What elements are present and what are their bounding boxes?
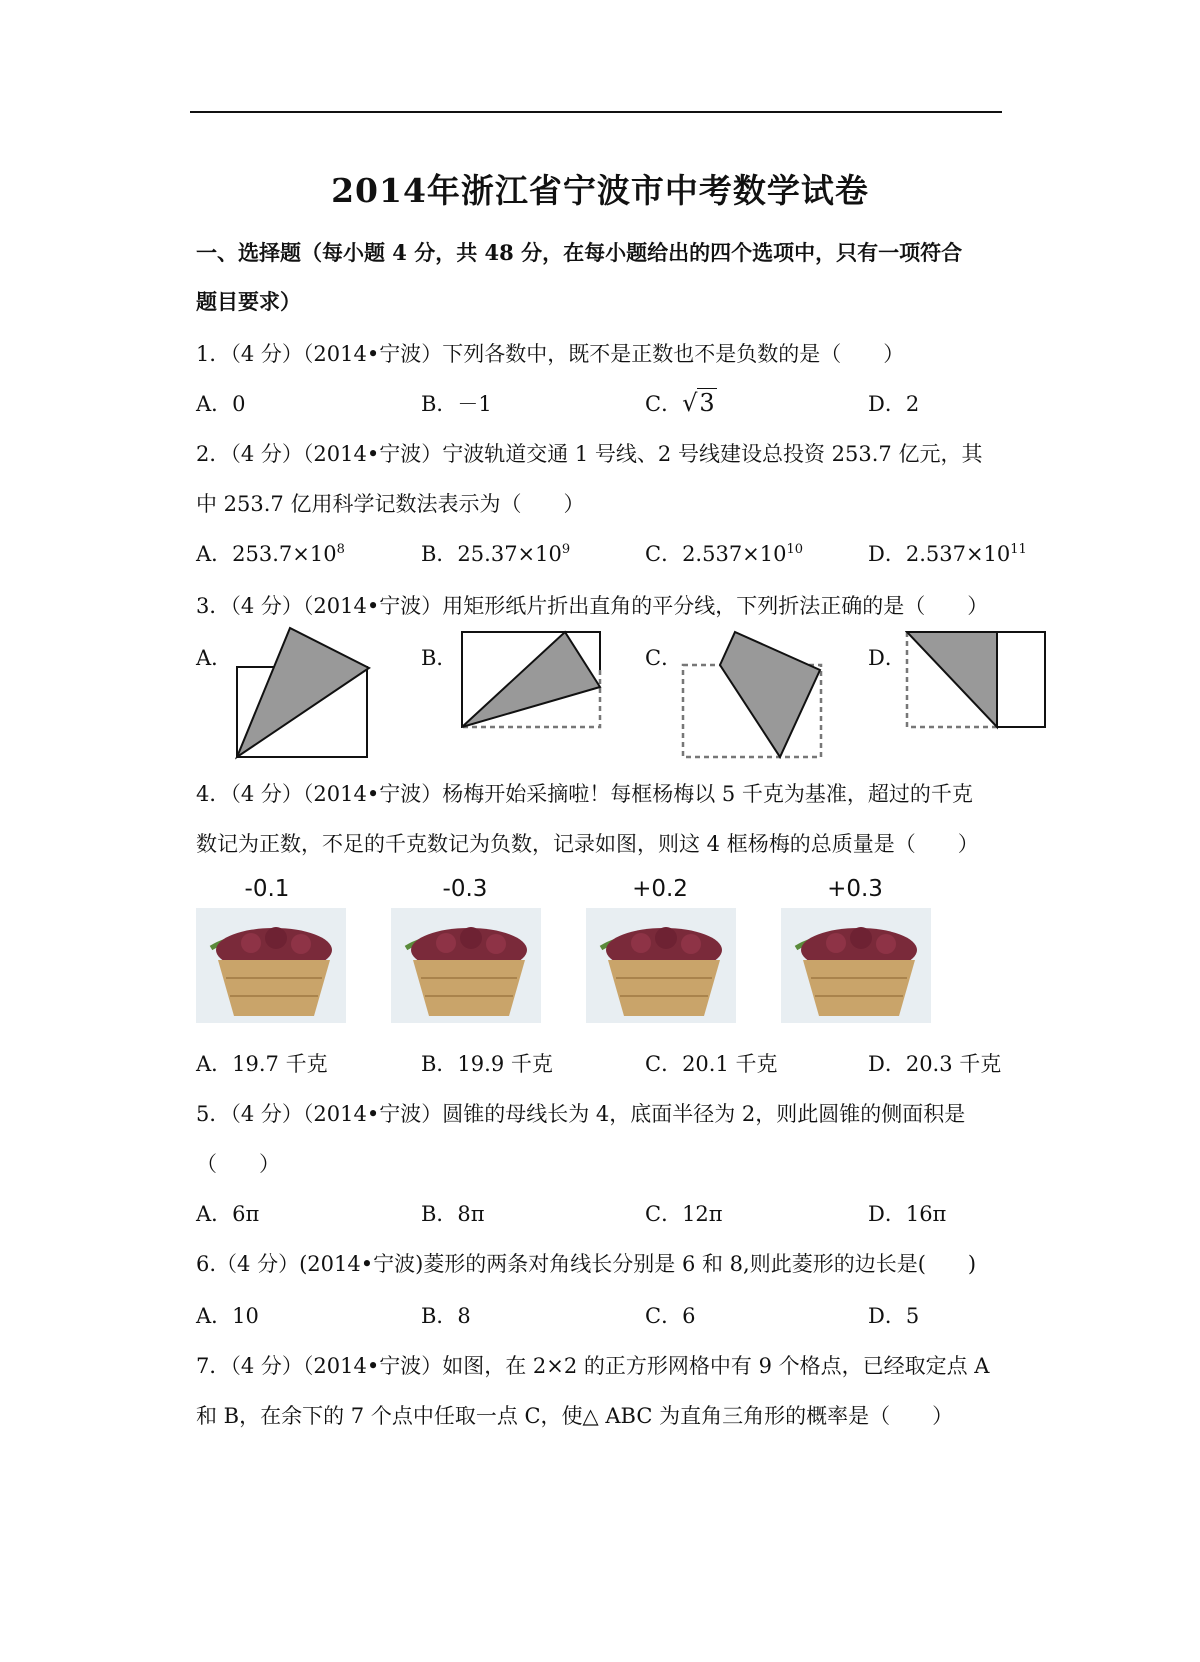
q2-option-a-exp: 8	[336, 542, 345, 557]
basket-label-1: -0.1	[244, 876, 290, 902]
basket-label-4: +0.3	[827, 876, 883, 902]
q3-option-b: B．	[421, 646, 458, 670]
question-6: 6.（4 分）(2014•宁波)菱形的两条对角线长分别是 6 和 8,则此菱形的边长是( )	[196, 1252, 977, 1276]
q4-option-d: D．20.3 千克	[868, 1052, 1002, 1076]
q6-option-d: D．5	[868, 1304, 920, 1328]
question-4-line2: 数记为正数，不足的千克数记为负数，记录如图，则这 4 框杨梅的总质量是（ ）	[196, 832, 979, 856]
sqrt-symbol: √	[682, 389, 698, 417]
basket-image-3	[586, 908, 736, 1027]
question-5-line2: （ ）	[196, 1152, 280, 1176]
question-3: 3．（4 分）（2014•宁波）用矩形纸片折出直角的平分线，下列折法正确的是（ ）	[196, 594, 989, 618]
q1-option-b: B．－1	[421, 392, 492, 416]
q3-option-a: A．	[196, 646, 233, 670]
q2-option-c-base: C．2.537×10	[645, 542, 787, 566]
q2-option-a	[196, 538, 345, 568]
q2-option-d-exp: 11	[1010, 542, 1027, 557]
question-2-line2: 中 253.7 亿用科学记数法表示为（ ）	[196, 492, 585, 516]
header-rule	[190, 111, 1002, 113]
q6-option-b: B．8	[421, 1304, 471, 1328]
q4-option-c: C．20.1 千克	[645, 1052, 778, 1076]
q2-option-b	[421, 538, 570, 568]
q2-option-a-base: A．253.7×10	[196, 542, 337, 566]
q2-option-d	[868, 538, 1027, 568]
q2-option-b-base: B．25.37×10	[421, 542, 562, 566]
q2-option-c	[645, 538, 803, 568]
q5-option-d: D．16π	[868, 1202, 947, 1226]
q1-option-a: A．0	[196, 392, 246, 416]
q4-option-b: B．19.9 千克	[421, 1052, 553, 1076]
basket-label-3: +0.2	[632, 876, 688, 902]
q6-option-a: A．10	[196, 1304, 259, 1328]
q5-option-b: B．8π	[421, 1202, 485, 1226]
sqrt-radicand: 3	[699, 389, 715, 417]
q5-option-c: C．12π	[645, 1202, 723, 1226]
fold-figure-b	[460, 630, 605, 730]
fold-figure-d	[905, 630, 1055, 730]
q6-option-c: C．6	[645, 1304, 696, 1328]
fold-figure-a	[235, 625, 385, 760]
q1-option-c	[645, 388, 717, 418]
q3-option-d: D．	[868, 646, 906, 670]
basket-image-2	[391, 908, 541, 1027]
basket-image-1	[196, 908, 346, 1027]
section-heading-line1: 一、选择题（每小题 4 分，共 48 分，在每小题给出的四个选项中，只有一项符合	[196, 240, 963, 265]
q1-option-d: D．2	[868, 392, 920, 416]
q5-option-a: A．6π	[196, 1202, 260, 1226]
q2-option-b-exp: 9	[561, 542, 571, 557]
fold-figure-c	[680, 630, 825, 760]
question-5-line1: 5．（4 分）（2014•宁波）圆锥的母线长为 4，底面半径为 2，则此圆锥的侧面积是	[196, 1102, 966, 1126]
question-7-line1: 7．（4 分）（2014•宁波）如图，在 2×2 的正方形网格中有 9 个格点，已经取定点 A	[196, 1354, 990, 1378]
basket-image-4	[781, 908, 931, 1027]
q4-option-a: A．19.7 千克	[196, 1052, 328, 1076]
question-1: 1．（4 分）（2014•宁波）下列各数中，既不是正数也不是负数的是（ ）	[196, 342, 905, 366]
q2-option-c-exp: 10	[786, 542, 804, 557]
question-7-line2: 和 B，在余下的 7 个点中任取一点 C，使△ ABC 为直角三角形的概率是（ ）	[196, 1404, 954, 1428]
exam-title: 2014年浙江省宁波市中考数学试卷	[331, 171, 869, 210]
question-2-line1: 2．（4 分）（2014•宁波）宁波轨道交通 1 号线、2 号线建设总投资 253.7 亿元，其	[196, 442, 983, 466]
q2-option-d-base: D．2.537×10	[868, 542, 1011, 566]
q3-option-c: C．	[645, 646, 683, 670]
basket-label-2: -0.3	[442, 876, 488, 902]
q1-option-c-label: C．	[645, 392, 683, 416]
question-4-line1: 4．（4 分）（2014•宁波）杨梅开始采摘啦！每框杨梅以 5 千克为基准，超过的千克	[196, 782, 973, 806]
section-heading-line2: 题目要求）	[196, 289, 301, 314]
